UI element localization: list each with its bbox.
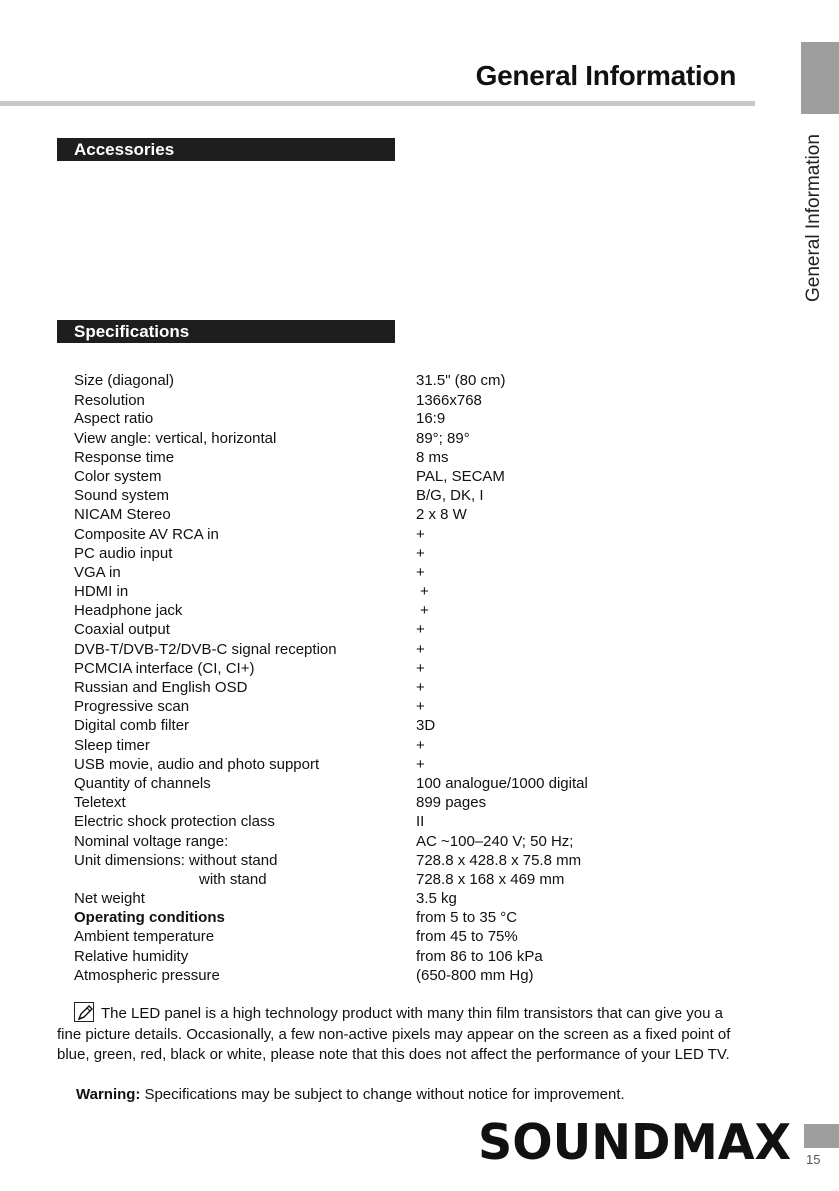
spec-row-operating-conditions [74, 908, 774, 927]
spec-row-nicam [74, 505, 774, 524]
spec-value: + [416, 698, 425, 716]
warning-label: Warning: [76, 1086, 141, 1103]
side-section-label: General Information [803, 134, 824, 302]
section-heading-accessories: Accessories [57, 138, 395, 161]
specifications-table [74, 371, 774, 985]
spec-label: Composite AV RCA in [74, 525, 219, 543]
spec-label: Net weight [74, 890, 145, 908]
spec-label: Sound system [74, 487, 170, 505]
spec-label: Sleep timer [74, 736, 150, 754]
spec-label: USB movie, audio and photo support [74, 755, 320, 773]
spec-value: PAL, SECAM [416, 467, 505, 485]
note-pencil-icon [74, 1002, 94, 1022]
spec-value: 899 pages [416, 794, 487, 812]
spec-label: Nominal voltage range: [74, 832, 229, 850]
spec-row-relative-humidity [74, 947, 774, 966]
page-title: General Information [475, 60, 736, 91]
spec-value: from 5 to 35 °C [416, 909, 518, 927]
spec-label: Aspect ratio [74, 410, 154, 428]
spec-value: 728.8 x 428.8 x 75.8 mm [416, 851, 582, 869]
warning-text: Specifications may be subject to change without notice for improvement. [144, 1086, 625, 1103]
spec-value: from 45 to 75% [416, 928, 518, 946]
spec-label: Teletext [74, 794, 126, 812]
page-tab-marker [804, 1124, 839, 1148]
spec-label: Progressive scan [74, 698, 190, 716]
spec-row-size [74, 371, 774, 390]
spec-label: PC audio input [74, 544, 173, 562]
spec-label: Operating conditions [74, 909, 225, 927]
spec-label: Size (diagonal) [74, 372, 175, 389]
spec-row-hdmi [74, 582, 774, 601]
spec-value: 3D [416, 717, 436, 735]
spec-value: 728.8 x 168 x 469 mm [416, 870, 565, 888]
spec-row-sleep-timer [74, 736, 774, 755]
spec-row-ambient-temperature [74, 927, 774, 946]
spec-row-dimensions-no-stand [74, 851, 774, 870]
spec-row-voltage [74, 832, 774, 851]
spec-row-dimensions-with-stand [74, 870, 774, 889]
spec-row-protection-class [74, 812, 774, 831]
spec-row-pc-audio [74, 544, 774, 563]
spec-value: 2 x 8 W [416, 506, 467, 524]
spec-row-usb [74, 755, 774, 774]
spec-value: 100 analogue/1000 digital [416, 774, 588, 792]
title-divider [0, 101, 755, 106]
spec-value: B/G, DK, I [416, 487, 484, 505]
spec-value: + [416, 659, 425, 677]
note-text: The LED panel is a high technology product with many thin film transistors that can give you a fine picture details. Occasionally, a few non-active pixels may appear on the screen as a fixed point of blue, green, red, black or white, please note that this does not affect the performance of your LED TV. [57, 1005, 731, 1063]
spec-value: 16:9 [416, 410, 446, 428]
spec-value: 31.5" (80 cm) [416, 372, 506, 389]
spec-row-osd [74, 678, 774, 697]
page-number: 15 [806, 1152, 821, 1167]
spec-label: Digital comb filter [74, 717, 190, 735]
spec-value: + [416, 563, 425, 581]
spec-row-response-time [74, 448, 774, 467]
spec-row-teletext [74, 793, 774, 812]
spec-value: + [420, 602, 429, 620]
spec-row-view-angle [74, 429, 774, 448]
spec-row-color-system [74, 467, 774, 486]
spec-row-coaxial [74, 620, 774, 639]
spec-value: + [416, 621, 425, 639]
spec-value: 89°; 89° [416, 429, 470, 447]
spec-label: Response time [74, 448, 175, 466]
spec-label: Quantity of channels [74, 774, 211, 792]
spec-row-aspect-ratio [74, 409, 774, 428]
led-panel-note [57, 1002, 747, 1066]
section-heading-specifications: Specifications [57, 320, 395, 343]
spec-label: Coaxial output [74, 621, 170, 639]
spec-row-headphone [74, 601, 774, 620]
spec-label: DVB-T/DVB-T2/DVB-C signal reception [74, 640, 337, 658]
spec-row-channels [74, 774, 774, 793]
spec-label: with stand [199, 870, 267, 888]
spec-row-dvb [74, 640, 774, 659]
spec-value: + [416, 640, 425, 658]
spec-value: 1366x768 [416, 392, 482, 410]
spec-row-pcmcia [74, 659, 774, 678]
spec-row-atmospheric-pressure [74, 966, 774, 985]
spec-label: Electric shock protection class [74, 813, 275, 831]
spec-row-progressive-scan [74, 697, 774, 716]
spec-value: 8 ms [416, 448, 449, 466]
warning-line [76, 1086, 625, 1103]
spec-value: 3.5 kg [416, 890, 457, 908]
spec-row-comb-filter [74, 716, 774, 735]
spec-row-resolution [74, 391, 774, 410]
spec-label: Unit dimensions: without stand [74, 851, 278, 869]
spec-row-composite-av [74, 525, 774, 544]
spec-value: + [420, 583, 429, 601]
spec-row-net-weight [74, 889, 774, 908]
spec-value: AC ~100–240 V; 50 Hz; [416, 832, 574, 850]
spec-label: Headphone jack [74, 602, 183, 620]
spec-value: + [416, 736, 425, 754]
spec-value: + [416, 755, 425, 773]
spec-label: VGA in [74, 563, 121, 581]
spec-label: PCMCIA interface (CI, CI+) [74, 659, 255, 677]
brand-logo: SOUNDMAX [478, 1114, 792, 1171]
spec-row-vga [74, 563, 774, 582]
spec-label: NICAM Stereo [74, 506, 171, 524]
spec-label: View angle: vertical, horizontal [74, 429, 277, 447]
spec-label: Color system [74, 467, 162, 485]
spec-value: + [416, 544, 425, 562]
spec-value: from 86 to 106 kPa [416, 947, 543, 965]
spec-label: Relative humidity [74, 947, 189, 965]
spec-value: (650-800 mm Hg) [416, 966, 534, 984]
spec-value: II [416, 813, 425, 831]
spec-label: HDMI in [74, 583, 129, 601]
spec-value: + [416, 525, 425, 543]
spec-label: Atmospheric pressure [74, 966, 220, 984]
spec-label: Ambient temperature [74, 928, 215, 946]
spec-row-sound-system [74, 486, 774, 505]
spec-label: Resolution [74, 392, 145, 410]
spec-value: + [416, 679, 425, 696]
spec-label: Russian and English OSD [74, 679, 248, 696]
